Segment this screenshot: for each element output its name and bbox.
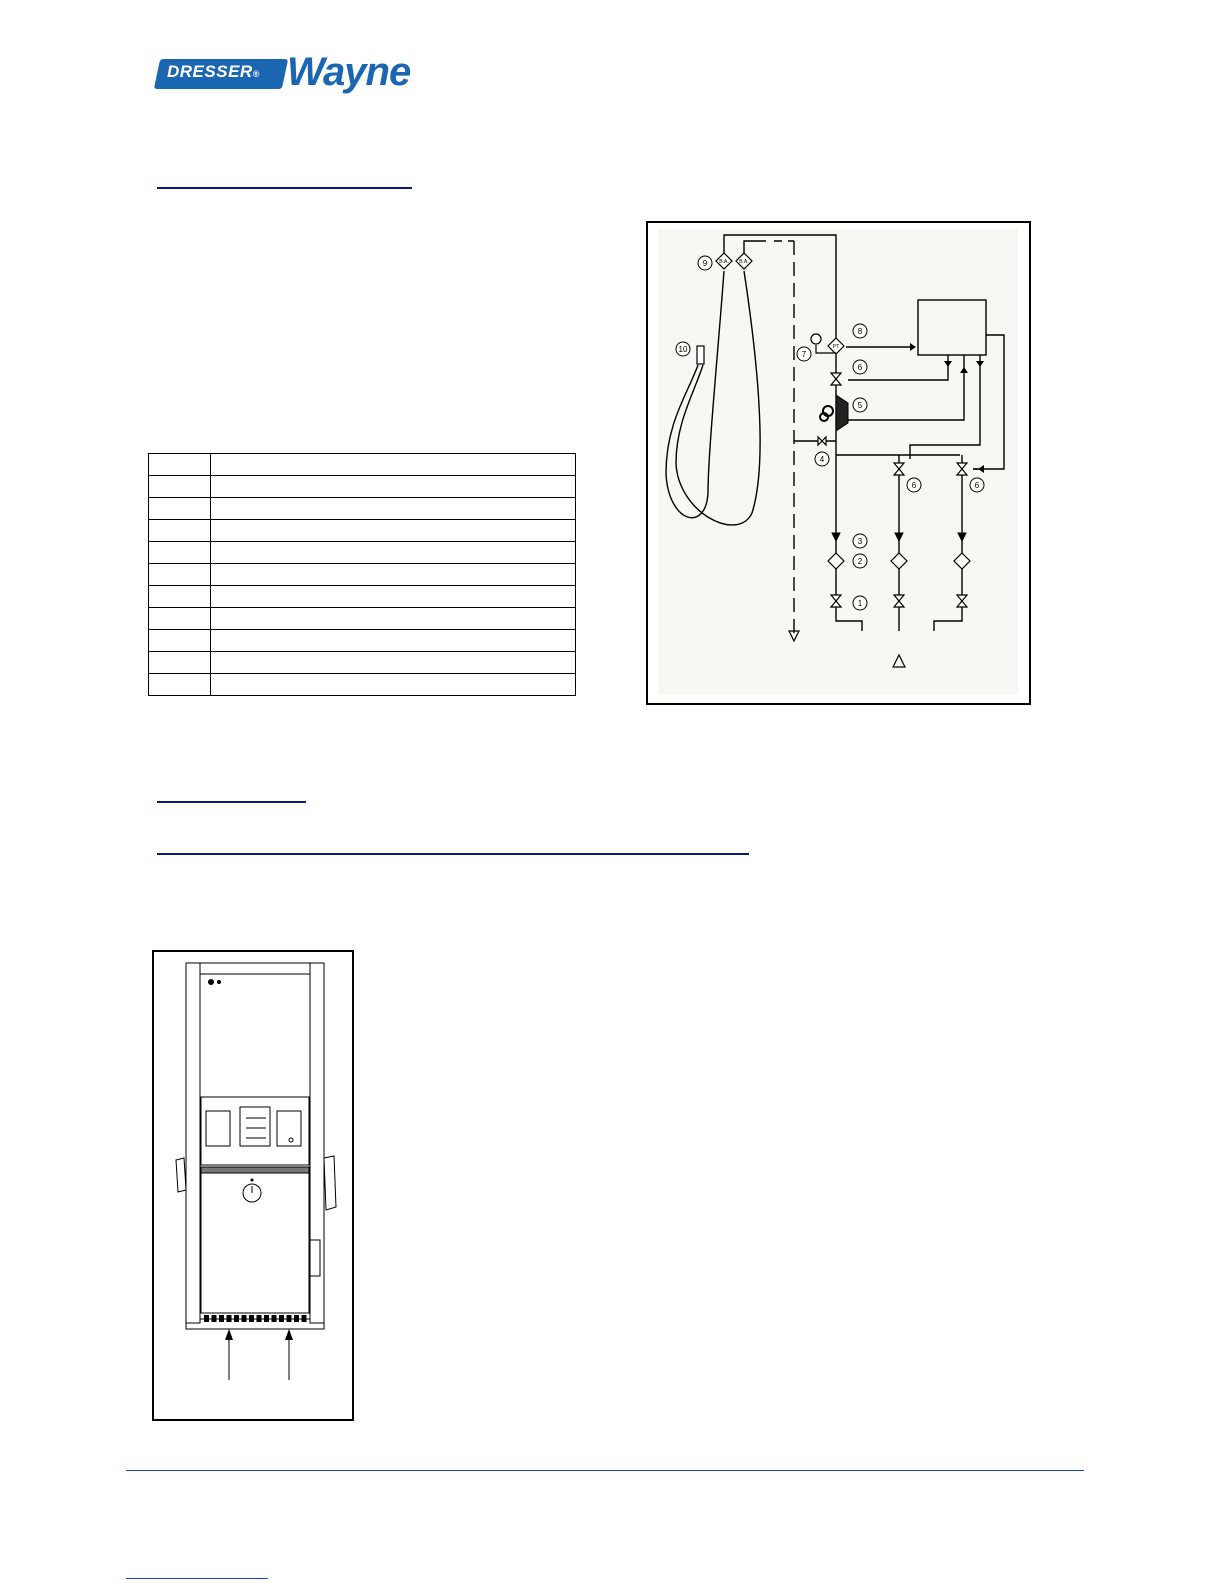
top-fixture-2 [217, 980, 221, 984]
vent-slot [234, 1315, 239, 1322]
table-cell-number [149, 542, 211, 564]
meter-label: PT [832, 344, 840, 350]
component-table [148, 453, 576, 696]
vent-slot [287, 1315, 292, 1322]
vent-slot [212, 1315, 217, 1322]
shutoff-valve-3 [957, 595, 967, 607]
vent-slot [257, 1315, 262, 1322]
logo-badge-text: DRESSER® [167, 62, 260, 81]
table-row [149, 498, 576, 520]
dispenser-illustration [152, 950, 354, 1421]
table-row [149, 542, 576, 564]
solenoid-valve-3 [957, 463, 967, 475]
table-cell-description [211, 476, 576, 498]
vent-slot [302, 1315, 307, 1322]
callout-number: 10 [678, 345, 688, 354]
footer-link-underline [126, 1578, 268, 1579]
table-cell-description [211, 586, 576, 608]
vent-slot [204, 1315, 209, 1322]
shutoff-valve-1 [831, 595, 841, 607]
nozzle-holder-right [324, 1156, 336, 1210]
arrow-left-head [225, 1329, 233, 1340]
callout-number: 9 [702, 259, 708, 268]
hose-1 [666, 271, 724, 518]
pressure-gauge [811, 334, 821, 344]
table-cell-description [211, 564, 576, 586]
table-cell-number [149, 454, 211, 476]
vent-slot [294, 1315, 299, 1322]
table-cell-number [149, 476, 211, 498]
dispenser-drawing [154, 952, 352, 1419]
table-cell-number [149, 498, 211, 520]
left-column [186, 963, 200, 1323]
logo-brand-text: Wayne [287, 50, 411, 94]
signal-arrow-3 [960, 367, 968, 373]
signal-arrow-5 [978, 465, 984, 473]
table-row [149, 608, 576, 630]
top-pipe [724, 235, 836, 341]
shutoff-valve-2 [894, 595, 904, 607]
hose-2 [676, 271, 760, 525]
table-cell-number [149, 586, 211, 608]
vent-grille [201, 1167, 309, 1173]
vent-slot [264, 1315, 269, 1322]
callout-number: 3 [857, 537, 863, 546]
solenoid-valve-1 [831, 373, 841, 385]
vent-slot [279, 1315, 284, 1322]
table-cell-number [149, 520, 211, 542]
table-cell-description [211, 520, 576, 542]
filter-3 [954, 553, 970, 569]
callout-number: 4 [819, 455, 825, 464]
table-cell-description [211, 498, 576, 520]
control-unit-box [918, 300, 986, 355]
table-cell-description [211, 542, 576, 564]
table-cell-description [211, 652, 576, 674]
table-row [149, 520, 576, 542]
breakaway-label-1: B.A. [719, 259, 729, 265]
breakaway-label-2: B.A. [739, 259, 749, 265]
section-subheading-rule [157, 853, 749, 855]
pump-motor [820, 395, 848, 431]
table-cell-description [211, 454, 576, 476]
table-row [149, 454, 576, 476]
table-cell-number [149, 652, 211, 674]
bypass-valve [818, 437, 826, 445]
signal-line-4 [910, 355, 980, 459]
table-row [149, 586, 576, 608]
table-cell-number [149, 608, 211, 630]
vent-slot [227, 1315, 232, 1322]
top-fixture-1 [208, 979, 214, 985]
arrow-right-head [285, 1329, 293, 1340]
side-panel [310, 1240, 320, 1276]
callout-number: 6 [857, 363, 863, 372]
section-heading-rule-2 [157, 801, 306, 803]
main-pipe [836, 353, 862, 631]
footer-rule [126, 1470, 1084, 1471]
table-row [149, 652, 576, 674]
callout-number: 7 [801, 350, 807, 359]
callout-number: 6 [911, 481, 917, 490]
callout-number: 1 [857, 599, 863, 608]
hydraulic-schematic [646, 221, 1031, 705]
table-cell-number [149, 630, 211, 652]
vent-slot [219, 1315, 224, 1322]
top-pipe-2 [744, 241, 766, 256]
table-cell-number [149, 674, 211, 696]
check-valve-2 [895, 533, 903, 541]
check-valve-1 [832, 533, 840, 541]
vent-slot [249, 1315, 254, 1322]
right-column [310, 963, 324, 1323]
callout-number: 2 [857, 557, 863, 566]
callout-number: 6 [974, 481, 980, 490]
nozzle [697, 346, 704, 364]
table-row [149, 564, 576, 586]
solenoid-valve-2 [894, 463, 904, 475]
company-logo [157, 52, 419, 98]
callout-number: 5 [857, 401, 863, 410]
table-cell-description [211, 608, 576, 630]
signal-arrow-2 [944, 361, 952, 367]
section-heading-rule [157, 187, 412, 189]
schematic-drawing [648, 223, 1029, 703]
table-row [149, 630, 576, 652]
table-cell-description [211, 674, 576, 696]
inlet-arrow [893, 655, 905, 667]
table-cell-number [149, 564, 211, 586]
filter-2 [891, 553, 907, 569]
table-cell-description [211, 630, 576, 652]
nozzle-holder-left [176, 1158, 186, 1192]
table-row [149, 674, 576, 696]
signal-arrow-4 [976, 361, 984, 367]
vent-slot [242, 1315, 247, 1322]
lower-door [201, 1173, 309, 1313]
signal-arrow-1 [910, 343, 916, 351]
check-valve-3 [958, 533, 966, 541]
table-row [149, 476, 576, 498]
filter-1 [828, 553, 844, 569]
callout-number: 8 [857, 327, 863, 336]
vent-slot [272, 1315, 277, 1322]
branch-pipe-3 [934, 455, 962, 631]
